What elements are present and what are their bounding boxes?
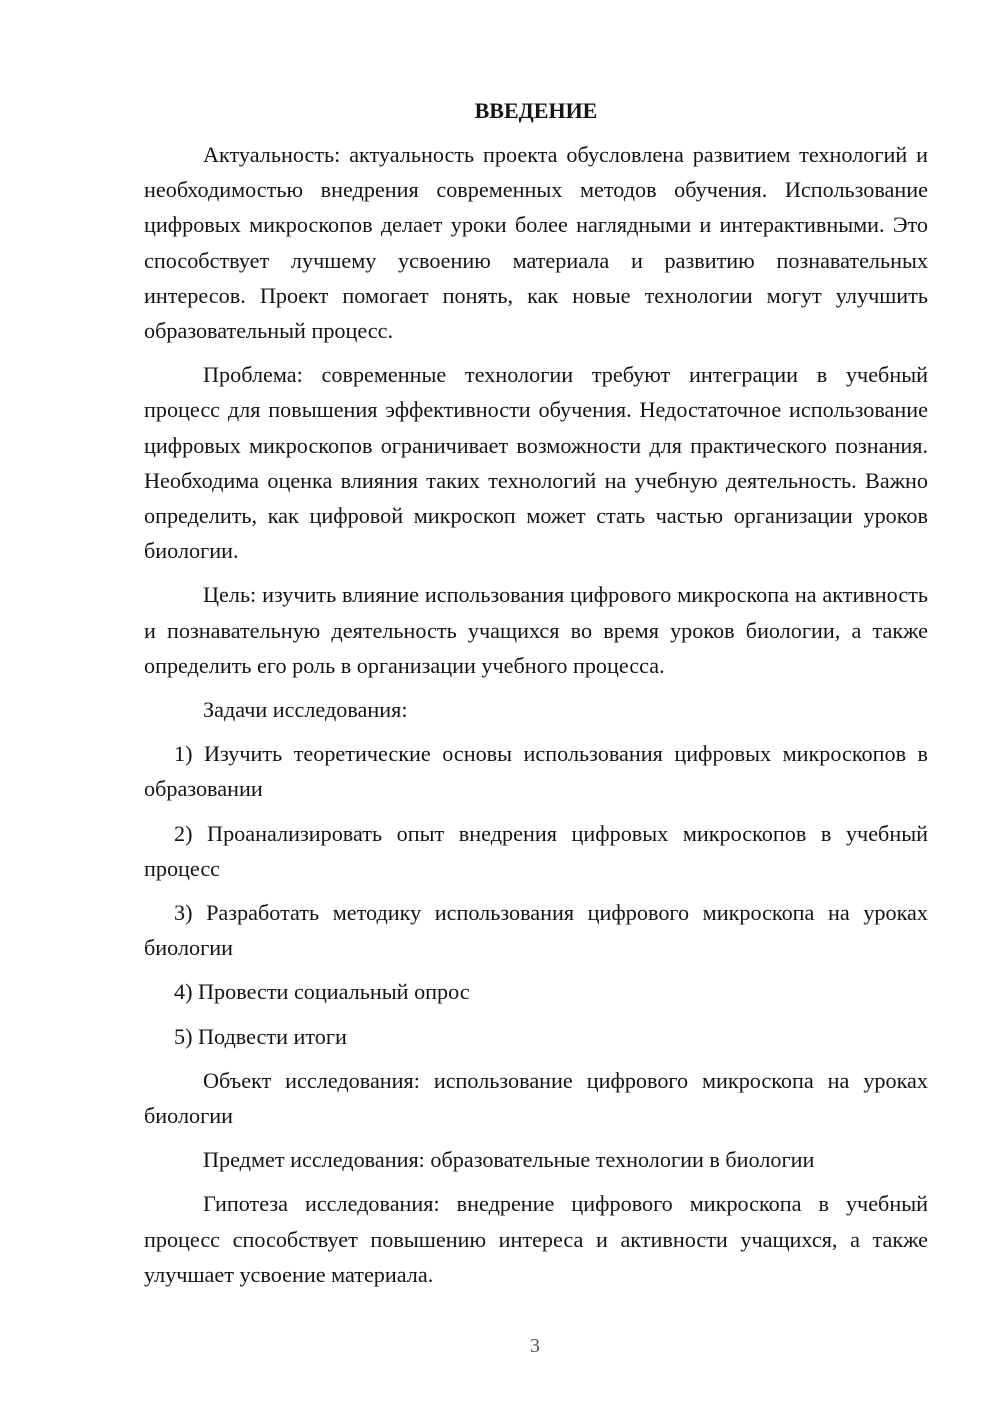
task-item: 1) Изучить теоретические основы использования цифровых микроскопов в образовании — [144, 741, 928, 802]
document-body — [144, 94, 928, 1301]
task-list — [144, 736, 928, 1054]
paragraph-hypothesis: Гипотеза исследования: внедрение цифрового микроскопа в учебный процесс способствует повышению интереса и активности учащихся, а также улучшает усвоение материала. — [144, 1191, 928, 1287]
page-number: 3 — [530, 1335, 540, 1357]
paragraph-subject: Предмет исследования: образовательные технологии в биологии — [203, 1147, 815, 1173]
section-title: ВВЕДЕНИЕ — [474, 98, 598, 123]
paragraph-problem: Проблема: современные технологии требуют интеграции в учебный процесс для повышения эффективности обучения. Недостаточное использование цифровых микроскопов ограничивает возможности для практического познания. Необходима оценка влияния таких технологий на учебную деятельность. Важно определить, как цифровой микроскоп может стать частью организации уроков биологии. — [144, 362, 928, 564]
paragraph-tasks-heading: Задачи исследования: — [203, 697, 408, 723]
task-item: 4) Провести социальный опрос — [174, 979, 470, 1005]
paragraph-goal: Цель: изучить влияние использования цифрового микроскопа на активность и познавательную деятельность учащихся во время уроков биологии, а также определить его роль в организации учебного процесса. — [144, 582, 928, 678]
paragraph-relevance: Актуальность: актуальность проекта обусловлена развитием технологий и необходимостью внедрения современных методов обучения. Использование цифровых микроскопов делает уроки более наглядными и интерактивными. Это способствует лучшему усвоению материала и развитию познавательных интересов. Проект помогает понять, как новые технологии могут улучшить образовательный процесс. — [144, 142, 928, 344]
task-item: 3) Разработать методику использования цифрового микроскопа на уроках биологии — [144, 900, 928, 961]
paragraph-object: Объект исследования: использование цифрового микроскопа на уроках биологии — [144, 1067, 928, 1129]
task-item: 5) Подвести итоги — [174, 1023, 347, 1049]
task-item: 2) Проанализировать опыт внедрения цифровых микроскопов в учебный процесс — [144, 820, 928, 881]
